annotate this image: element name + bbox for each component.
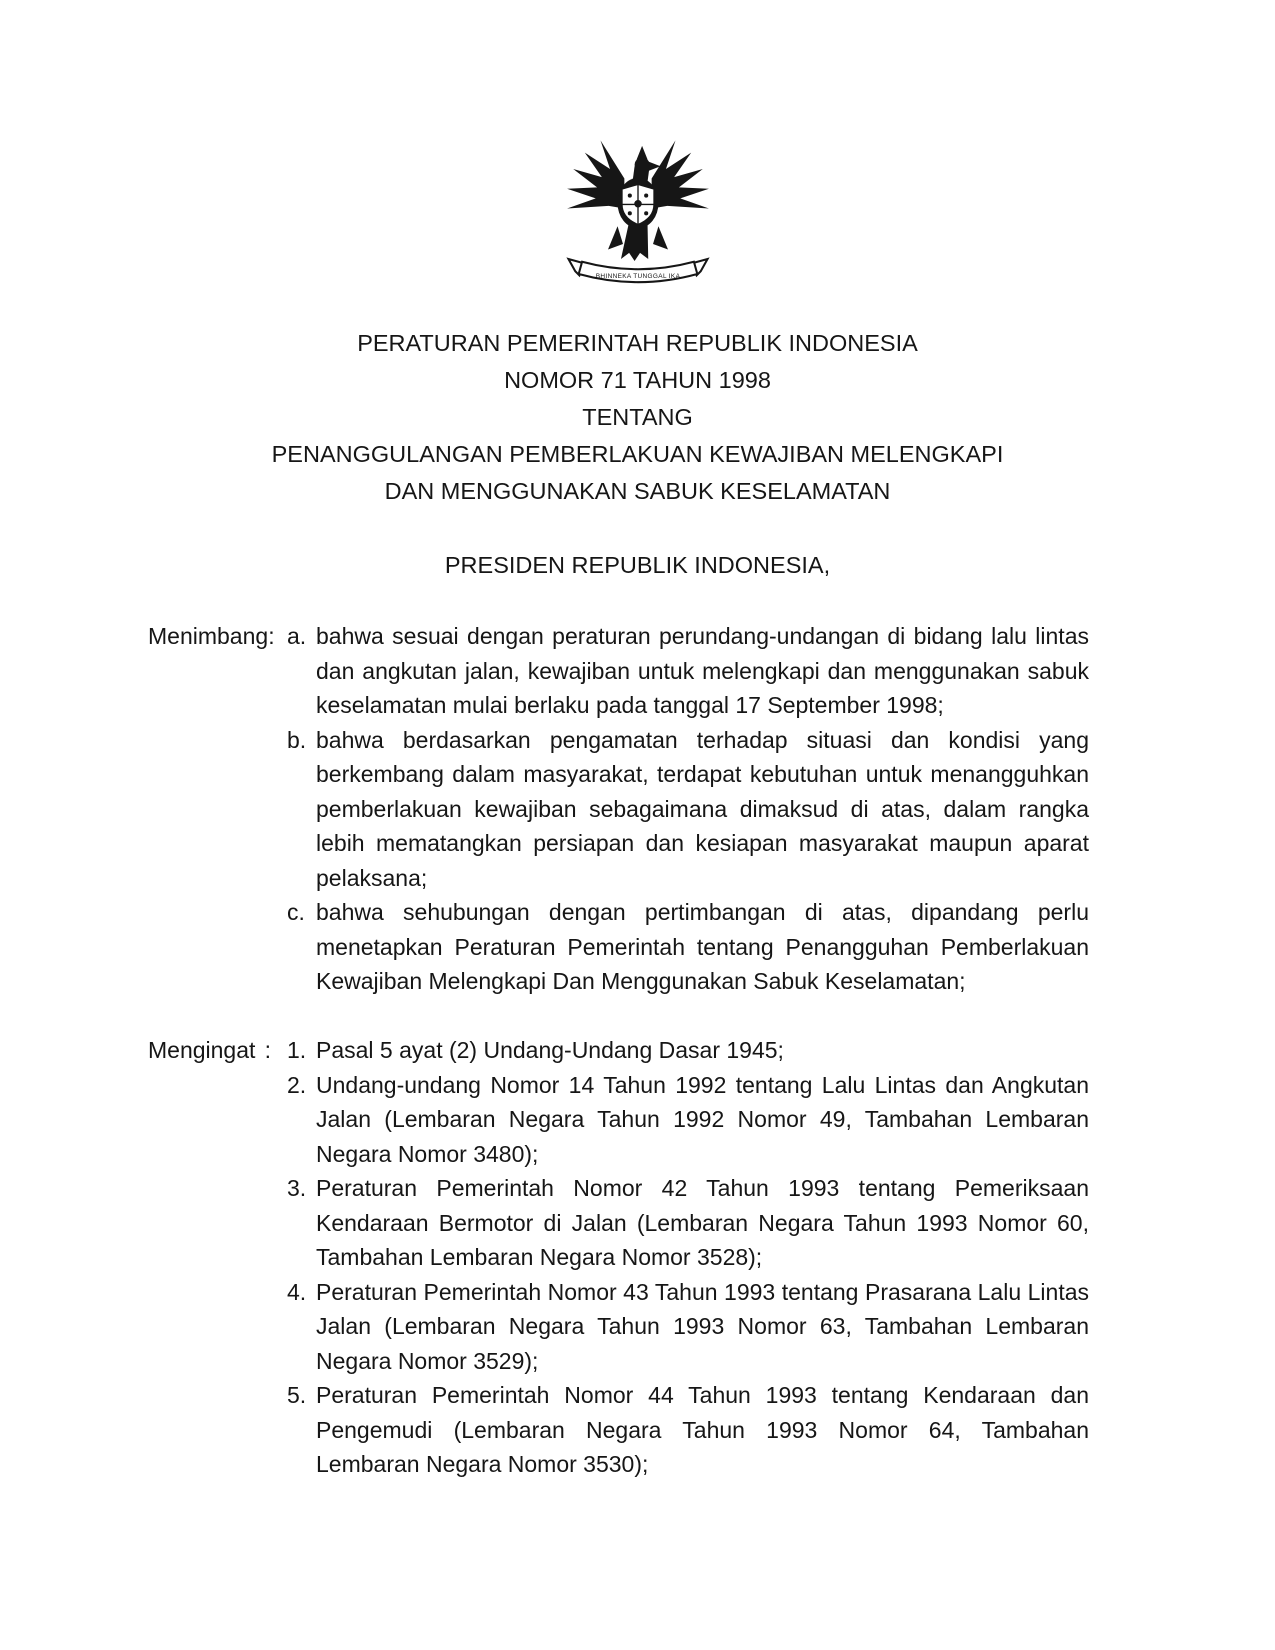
- title-line-3: TENTANG: [582, 404, 693, 430]
- item-text: bahwa sehubungan dengan pertimbangan di atas, dipandang perlu menetapkan Peraturan Pemerintah tentang Penangguhan Pemberlakuan Kewajiban Melengkapi Dan Menggunakan Sabuk Keselamatan;: [316, 899, 1089, 994]
- section-label: Menimbang: [148, 623, 269, 649]
- garuda-crest: [636, 146, 647, 160]
- emblem-container: [0, 0, 1275, 301]
- list-item: [287, 1068, 1089, 1172]
- title-line-5: DAN MENGGUNAKAN SABUK KESELAMATAN: [384, 478, 891, 504]
- list-item: [287, 895, 1089, 999]
- list-item: [287, 1171, 1089, 1275]
- section-items: [287, 619, 1089, 999]
- item-marker: 3.: [287, 1175, 307, 1201]
- item-text: Peraturan Pemerintah Nomor 43 Tahun 1993 tentang Prasarana Lalu Lintas Jalan (Lembaran Negara Tahun 1993 Nomor 63, Tambahan Lembaran Negara Nomor 3529);: [316, 1278, 1089, 1374]
- presiden-heading: PRESIDEN REPUBLIK INDONESIA,: [444, 552, 831, 578]
- item-marker: c.: [287, 899, 305, 925]
- garuda-tail: [620, 225, 647, 261]
- item-text: Pasal 5 ayat (2) Undang-Undang Dasar 1945;: [316, 1037, 784, 1063]
- garuda-right-wing: [651, 140, 708, 208]
- item-marker: a.: [287, 623, 307, 649]
- document-body: [148, 619, 1089, 1482]
- item-marker: b.: [287, 726, 307, 753]
- section-label-cell: [148, 619, 287, 654]
- title-line-4: PENANGGULANGAN PEMBERLAKUAN KEWAJIBAN MELENGKAPI: [271, 441, 1004, 467]
- section-colon: :: [268, 623, 275, 649]
- motto-banner: [568, 259, 707, 282]
- document-title: [0, 325, 1275, 510]
- garuda-left-leg: [608, 226, 623, 249]
- item-text: Peraturan Pemerintah Nomor 42 Tahun 1993 tentang Pemeriksaan Kendaraan Bermotor di Jalan (Lembaran Negara Tahun 1993 Nomor 60, Tambahan Lembaran Negara Nomor 3528);: [316, 1175, 1089, 1270]
- section-items: [287, 1033, 1089, 1482]
- item-marker: 4.: [287, 1278, 307, 1305]
- item-text: Undang-undang Nomor 14 Tahun 1992 tentang Lalu Lintas dan Angkutan Jalan (Lembaran Negara Tahun 1992 Nomor 49, Tambahan Lembaran Negara Nomor 3480);: [316, 1071, 1089, 1167]
- section-colon: :: [264, 1037, 271, 1063]
- list-item: [287, 619, 1089, 723]
- item-marker: 1.: [287, 1037, 307, 1063]
- list-item: [287, 1033, 1089, 1068]
- item-marker: 2.: [287, 1071, 307, 1098]
- item-marker: 5.: [287, 1382, 307, 1408]
- garuda-pancasila-emblem: [563, 132, 713, 296]
- item-text: Peraturan Pemerintah Nomor 44 Tahun 1993 tentang Kendaraan dan Pengemudi (Lembaran Negara Tahun 1993 Nomor 64, Tambahan Lembaran Negara Nomor 3530);: [316, 1382, 1089, 1477]
- garuda-left-wing: [567, 140, 624, 208]
- list-item: [287, 1378, 1089, 1482]
- garuda-right-leg: [653, 226, 668, 249]
- section-menimbang: [148, 619, 1089, 999]
- pancasila-shield: [621, 184, 654, 225]
- list-item: [287, 1275, 1089, 1379]
- list-item: [287, 723, 1089, 896]
- emblem-motto-text: BHINNEKA TUNGGAL IKA: [595, 273, 680, 281]
- title-line-2: NOMOR 71 TAHUN 1998: [504, 367, 771, 393]
- section-label: Mengingat: [148, 1037, 256, 1063]
- section-label-cell: [148, 1033, 287, 1068]
- section-mengingat: [148, 1033, 1089, 1482]
- title-line-1: PERATURAN PEMERINTAH REPUBLIK INDONESIA: [357, 330, 918, 356]
- item-text: bahwa sesuai dengan peraturan perundang-undangan di bidang lalu lintas dan angkutan jalan, kewajiban untuk melengkapi dan menggunakan sabuk keselamatan mulai berlaku pada tanggal 17 September 1998;: [316, 623, 1089, 718]
- item-text: bahwa berdasarkan pengamatan terhadap situasi dan kondisi yang berkembang dalam masyarakat, terdapat kebutuhan untuk menangguhkan pemberlakuan kewajiban sebagaimana dimaksud di atas, dalam rangka lebih mematangkan persiapan dan kesiapan masyarakat maupun aparat pelaksana;: [316, 726, 1089, 891]
